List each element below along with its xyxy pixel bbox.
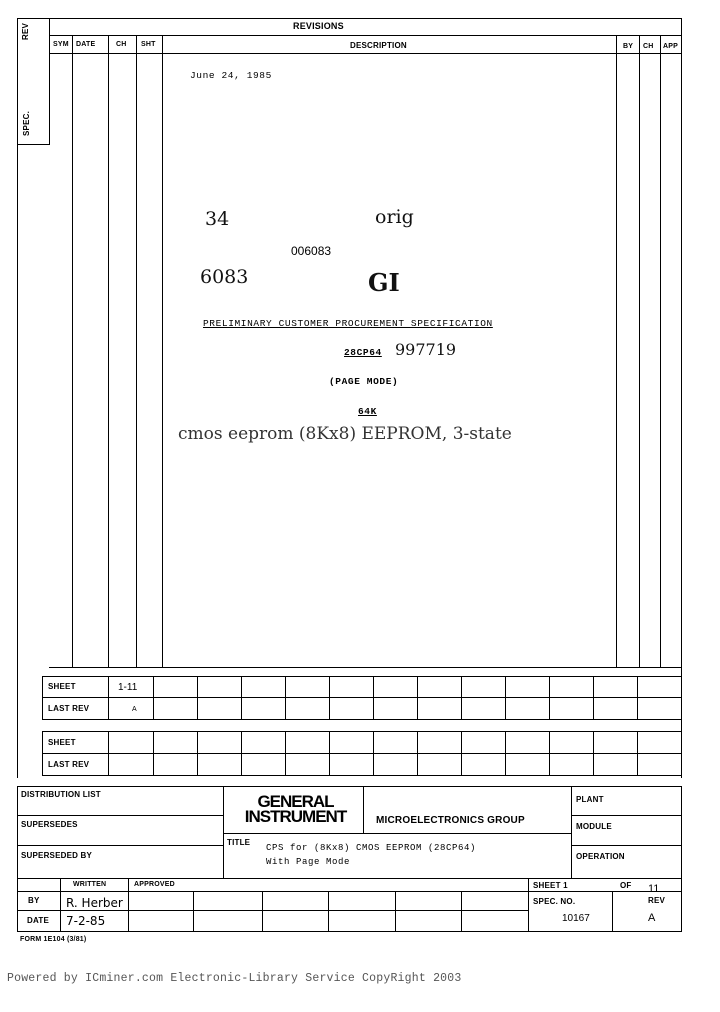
sheet-label-2: SHEET bbox=[48, 738, 76, 747]
form-id: FORM 1E104 (3/81) bbox=[20, 936, 87, 943]
col-app-header: APP bbox=[663, 43, 678, 50]
supersedes-label: SUPERSEDES bbox=[21, 820, 78, 829]
spec-side-label: SPEC. bbox=[22, 110, 31, 136]
spec-heading: PRELIMINARY CUSTOMER PROCUREMENT SPECIFICATION bbox=[203, 318, 493, 329]
operation-label: OPERATION bbox=[576, 852, 625, 861]
col-sht-header: SHT bbox=[141, 41, 156, 48]
handwritten-orig: orig bbox=[375, 206, 414, 228]
stamp-number: 006083 bbox=[291, 244, 332, 258]
handwritten-gi: GI bbox=[368, 268, 400, 297]
sheet-no-label: SHEET 1 bbox=[533, 881, 568, 890]
module-label: MODULE bbox=[576, 822, 612, 831]
footer-copyright: Powered by ICminer.com Electronic-Library Service CopyRight 2003 bbox=[7, 972, 462, 985]
plant-label: PLANT bbox=[576, 795, 604, 804]
col-ch-header: CH bbox=[116, 41, 127, 48]
logo-line-1: GENERAL bbox=[257, 792, 334, 811]
last-rev-value: A bbox=[132, 706, 137, 713]
col-date-header: DATE bbox=[76, 41, 96, 48]
title-label: TITLE bbox=[227, 838, 251, 847]
rev-value: A bbox=[648, 912, 656, 924]
handwritten-description: cmos eeprom (8Kx8) EEPROM, 3-state bbox=[178, 424, 512, 444]
distribution-list-label: DISTRIBUTION LIST bbox=[21, 790, 101, 799]
handwritten-34: 34 bbox=[205, 208, 230, 230]
group-name: MICROELECTRONICS GROUP bbox=[376, 815, 525, 826]
col-description-header: DESCRIPTION bbox=[350, 41, 407, 50]
document-date: June 24, 1985 bbox=[190, 70, 272, 81]
col-sym-header: SYM bbox=[53, 41, 69, 48]
approved-label: APPROVED bbox=[134, 881, 175, 888]
by-label: BY bbox=[28, 896, 40, 905]
company-logo bbox=[233, 794, 358, 824]
logo-line-2: INSTRUMENT bbox=[244, 807, 347, 826]
of-value: 11 bbox=[648, 883, 660, 895]
by-value: R. Herber bbox=[66, 896, 123, 910]
written-label: WRITTEN bbox=[73, 881, 107, 888]
page-mode: (PAGE MODE) bbox=[329, 376, 399, 387]
revisions-title: REVISIONS bbox=[293, 21, 344, 31]
sheet-label-1: SHEET bbox=[48, 682, 76, 691]
rev-side-label: REV bbox=[21, 22, 30, 40]
title-line-1: CPS for (8Kx8) CMOS EEPROM (28CP64) bbox=[266, 843, 477, 853]
date-value: 7-2-85 bbox=[66, 914, 106, 928]
size-64k: 64K bbox=[358, 406, 377, 417]
spec-no-label: SPEC. NO. bbox=[533, 897, 576, 906]
rev-label: REV bbox=[648, 896, 666, 905]
title-line-2: With Page Mode bbox=[266, 857, 351, 867]
last-rev-label-2: LAST REV bbox=[48, 760, 90, 769]
of-label: OF bbox=[620, 881, 632, 890]
last-rev-label-1: LAST REV bbox=[48, 704, 90, 713]
col-by-header: BY bbox=[623, 43, 634, 50]
spec-no-value: 10167 bbox=[562, 913, 590, 924]
handwritten-part-no: 997719 bbox=[395, 340, 457, 359]
col-ch2-header: CH bbox=[643, 43, 654, 50]
sheet-value: 1-11 bbox=[118, 682, 138, 693]
handwritten-6083: 6083 bbox=[200, 266, 249, 288]
part-number: 28CP64 bbox=[344, 347, 382, 358]
superseded-by-label: SUPERSEDED BY bbox=[21, 851, 93, 860]
date-label: DATE bbox=[27, 916, 49, 925]
